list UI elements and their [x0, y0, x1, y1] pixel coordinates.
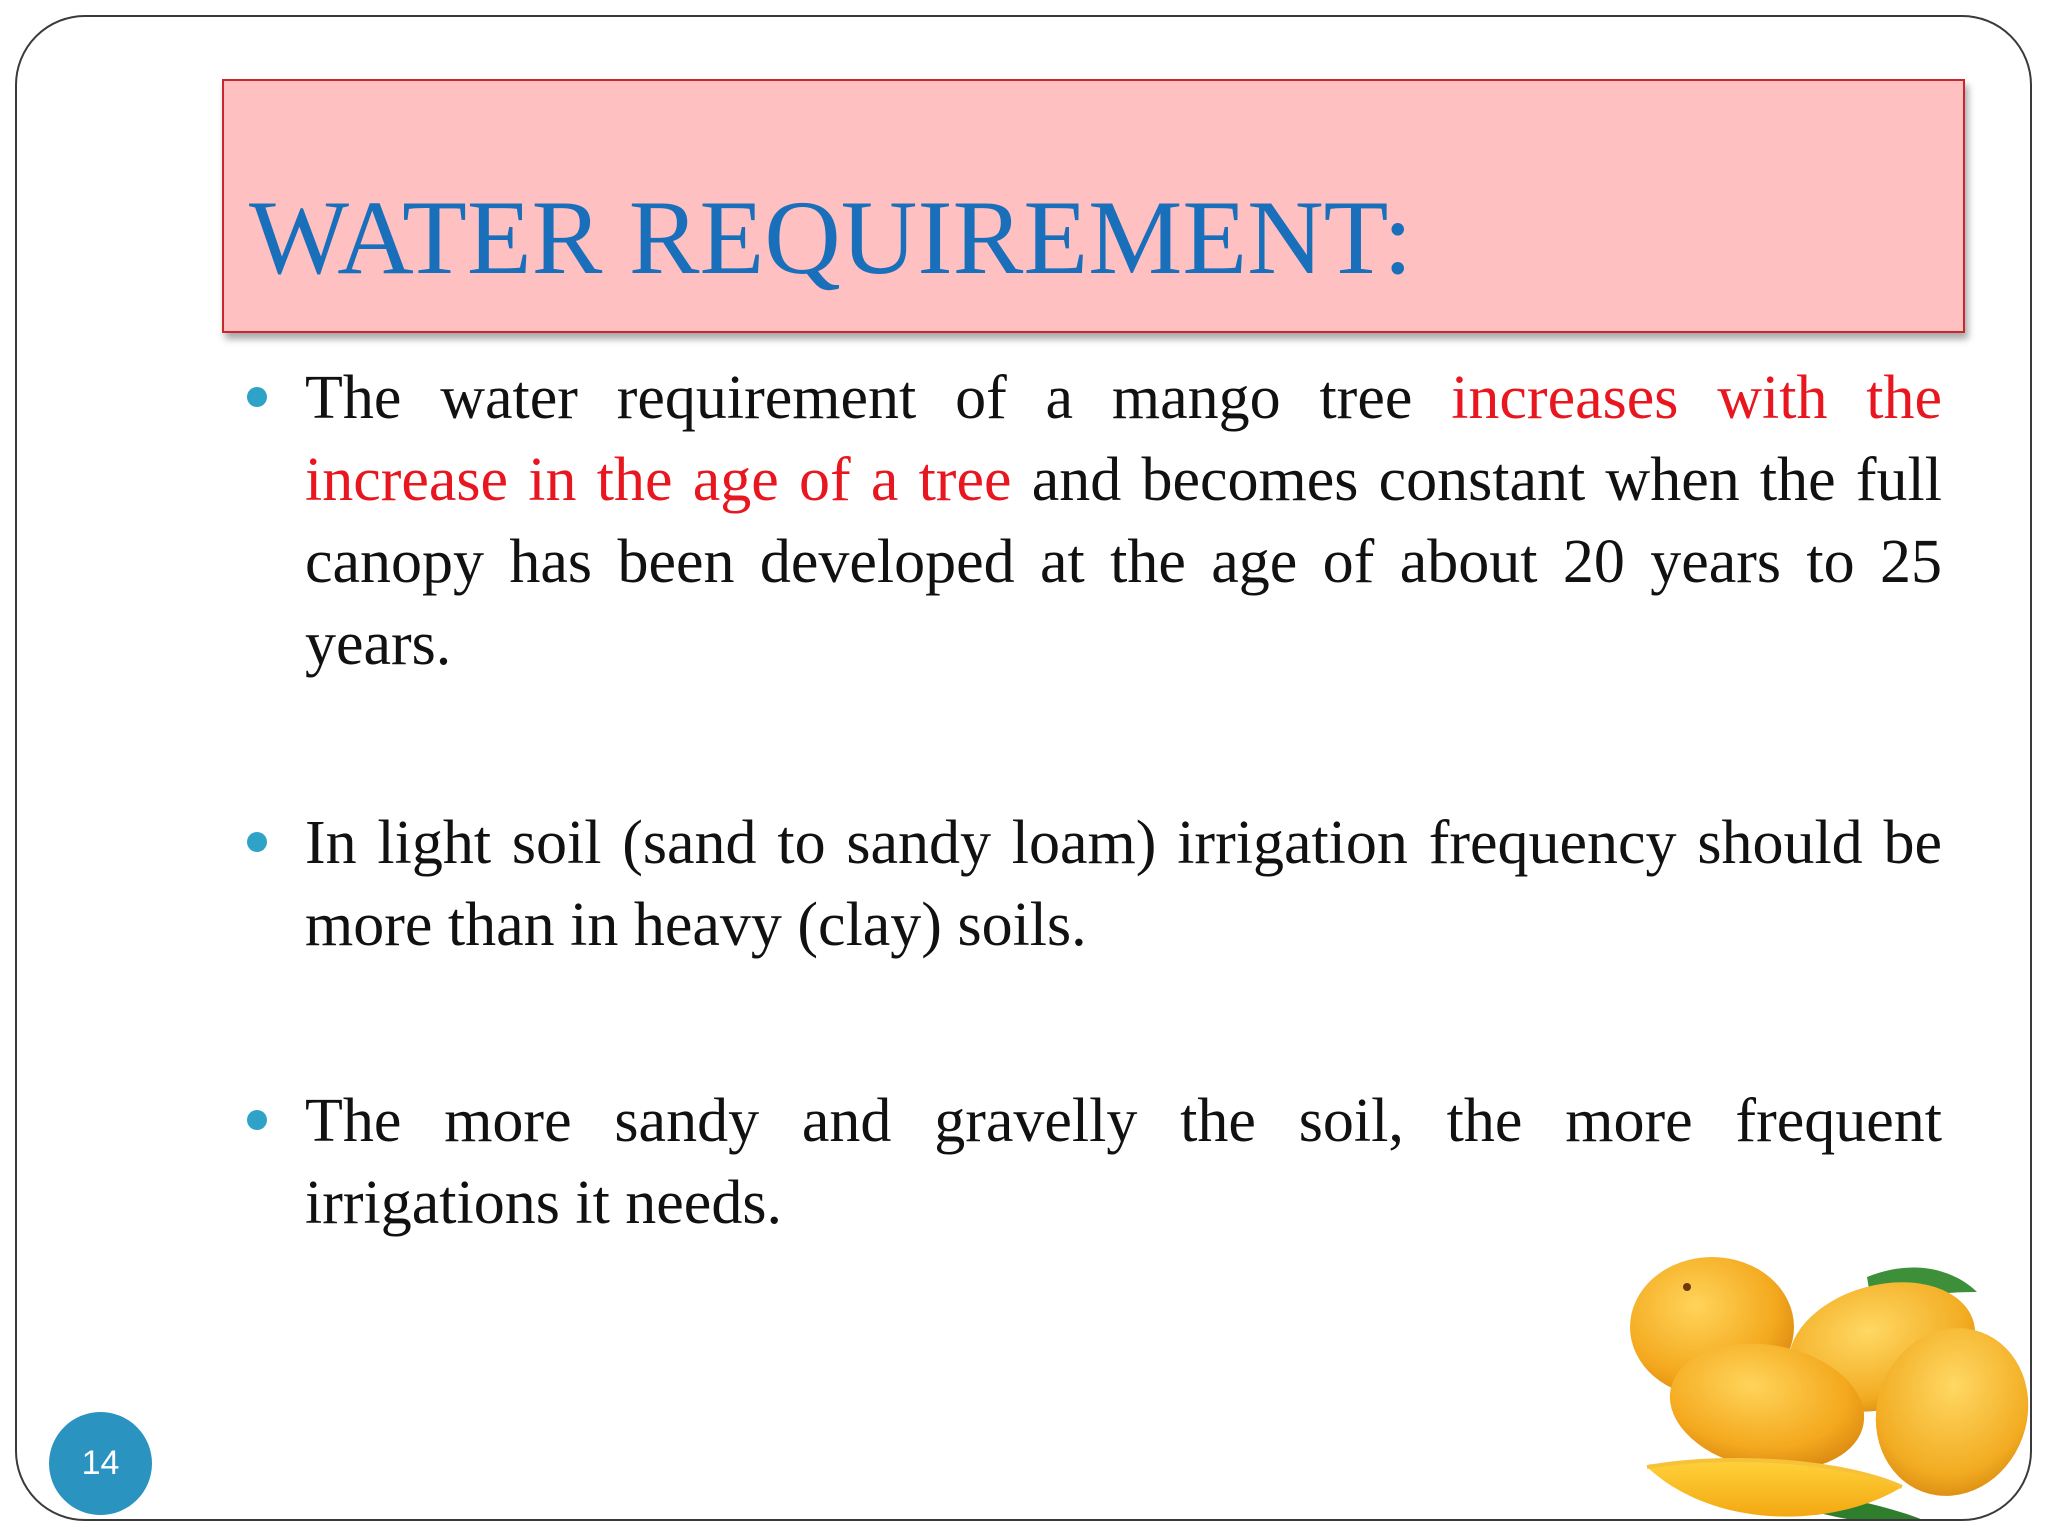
bullet-text-1	[305, 357, 1942, 685]
bullet-dot-icon	[247, 387, 267, 407]
bullet-text-3: The more sandy and gravelly the soil, the more frequent irrigations it needs.	[305, 1087, 1942, 1237]
bullet-dot-icon	[247, 832, 267, 852]
page-number-badge: 14	[49, 1412, 152, 1515]
bullet-item-2	[247, 802, 1942, 966]
mango-image	[1617, 1247, 2032, 1521]
bullet-1-highlight: increases with the increase in the age of a tree	[305, 364, 1943, 514]
bullet-text-2: In light soil (sand to sandy loam) irrigation frequency should be more than in heavy (clay) soils.	[305, 809, 1942, 959]
bullet-item-1	[247, 357, 1942, 685]
bullet-1-text-start: The water requirement of a mango tree	[305, 364, 1452, 432]
bullet-dot-icon	[247, 1110, 267, 1130]
bullet-item-3	[247, 1080, 1942, 1244]
bullet-1-text-end: and becomes constant when the full canopy has been developed at the age of about 20 years to 25 years.	[305, 446, 1942, 678]
slide-title: WATER REQUIREMENT:	[249, 179, 1413, 296]
slide-frame	[15, 15, 2032, 1521]
title-banner	[222, 79, 1965, 333]
